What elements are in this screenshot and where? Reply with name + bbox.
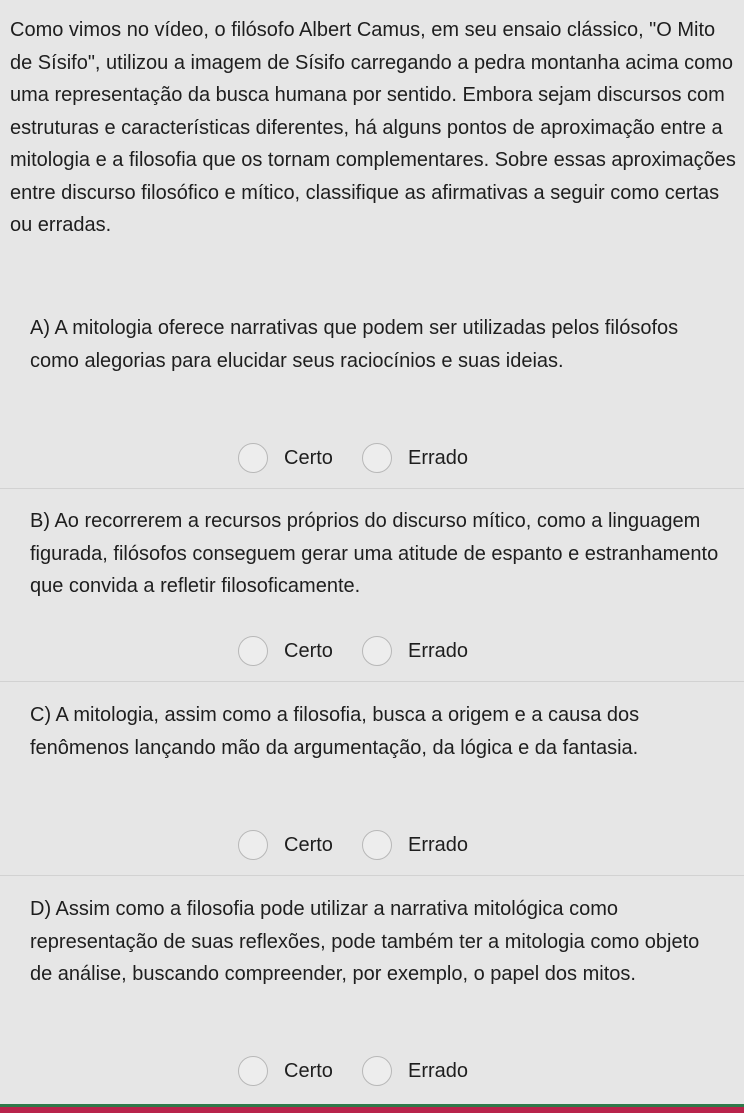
question-d-option-errado[interactable] — [362, 1051, 468, 1091]
question-a-text: A) A mitologia oferece narrativas que podem ser utilizadas pelos filósofos como alegorias para elucidar seus raciocínios e suas ideias. — [30, 317, 679, 372]
radio-button-icon[interactable] — [362, 443, 392, 473]
question-b-text: B) Ao recorrerem a recursos próprios do discurso mítico, como a linguagem figurada, filósofos conseguem gerar uma atitude de espanto e estranhamento que convida a refletir filosoficamente. — [30, 510, 719, 597]
question-c-option-errado[interactable] — [362, 825, 468, 865]
divider — [0, 875, 744, 876]
question-c-text: C) A mitologia, assim como a filosofia, busca a origem e a causa dos fenômenos lançando mão da argumentação, da lógica e da fantasia. — [30, 704, 640, 759]
radio-button-icon[interactable] — [362, 830, 392, 860]
intro-paragraph: Como vimos no vídeo, o filósofo Albert Camus, em seu ensaio clássico, "O Mito de Sísifo", utilizou a imagem de Sísifo carregando a pedra montanha acima como uma representação da busca humana por sentido. Embora sejam discursos com estruturas e características diferentes, há alguns pontos de aproximação entre a mitologia e a filosofia que os tornam complementares. Sobre essas aproximações entre discurso filosófico e mítico, classifique as afirmativas a seguir como certas ou erradas. — [10, 19, 736, 236]
question-a-option-certo[interactable] — [238, 438, 333, 478]
question-d-options — [0, 1051, 744, 1091]
option-label: Errado — [408, 446, 469, 469]
question-c-options — [0, 825, 744, 865]
radio-button-icon[interactable] — [362, 636, 392, 666]
radio-button-icon[interactable] — [238, 830, 268, 860]
option-label: Errado — [408, 1059, 469, 1082]
option-label: Certo — [284, 833, 333, 856]
question-a-options — [0, 438, 744, 478]
option-label: Errado — [408, 639, 469, 662]
question-b-option-errado[interactable] — [362, 631, 468, 671]
radio-button-icon[interactable] — [238, 443, 268, 473]
question-b-option-certo[interactable] — [238, 631, 333, 671]
question-b-options — [0, 631, 744, 671]
divider — [0, 681, 744, 682]
question-d-option-certo[interactable] — [238, 1051, 333, 1091]
radio-button-icon[interactable] — [238, 636, 268, 666]
option-label: Errado — [408, 833, 469, 856]
bottom-accent-bar — [0, 1107, 744, 1113]
option-label: Certo — [284, 446, 333, 469]
divider — [0, 488, 744, 489]
question-d-text: D) Assim como a filosofia pode utilizar a narrativa mitológica como representação de suas reflexões, pode também ter a mitologia como objeto de análise, buscando compreender, por exemplo, o papel dos mitos. — [30, 898, 700, 985]
option-label: Certo — [284, 639, 333, 662]
question-a-option-errado[interactable] — [362, 438, 468, 478]
radio-button-icon[interactable] — [238, 1056, 268, 1086]
option-label: Certo — [284, 1059, 333, 1082]
question-c-option-certo[interactable] — [238, 825, 333, 865]
radio-button-icon[interactable] — [362, 1056, 392, 1086]
